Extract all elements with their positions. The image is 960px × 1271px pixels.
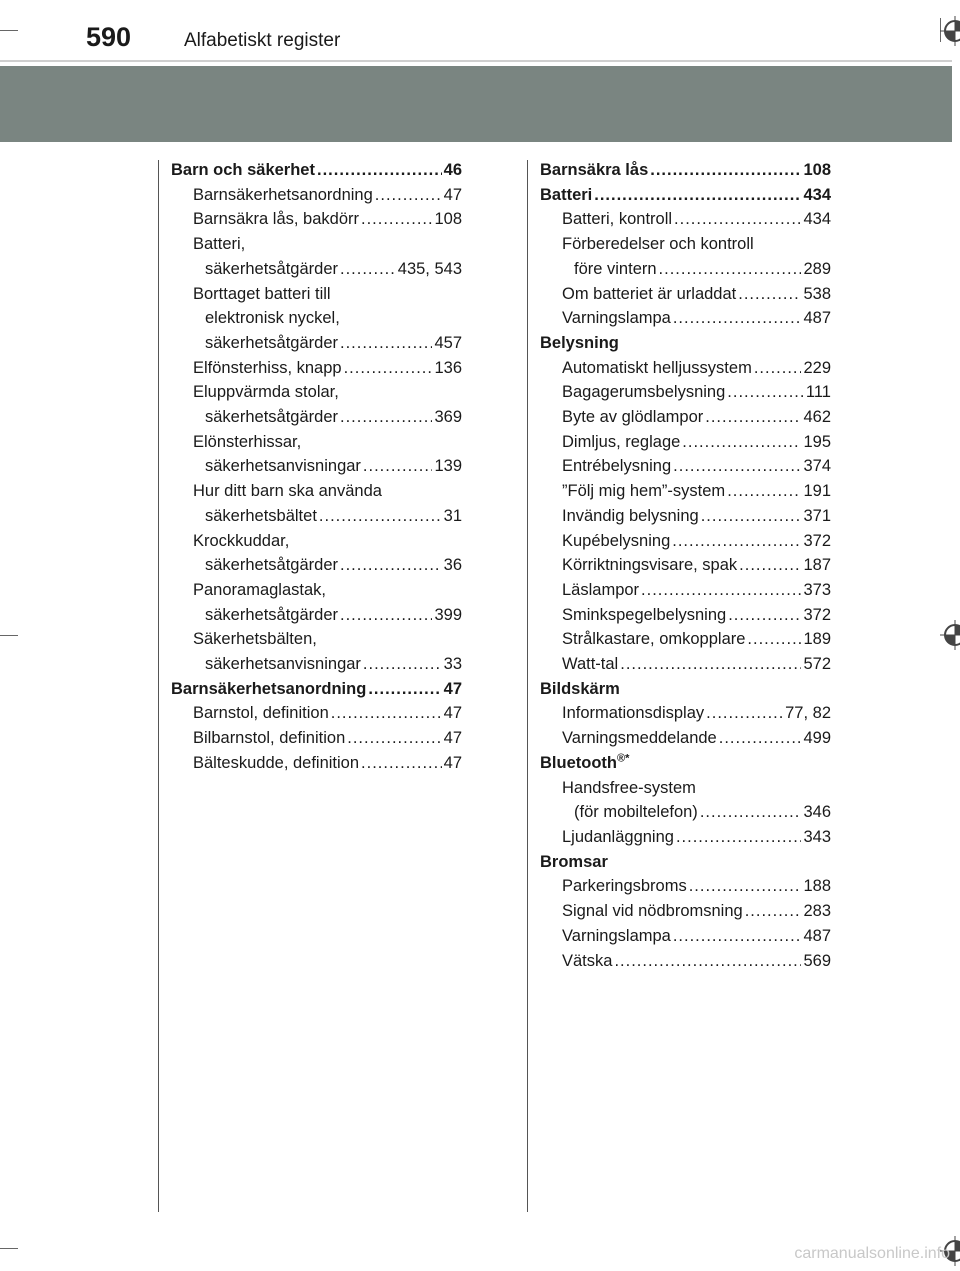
entry-label: Om batteriet är urladdat	[562, 284, 737, 303]
page-reference: 47	[443, 679, 462, 698]
dot-leader	[331, 701, 442, 726]
page-reference: 47	[443, 729, 462, 748]
entry-label: Barn och säkerhet	[171, 161, 315, 179]
page-reference: 487	[803, 309, 831, 328]
index-subentry	[171, 257, 462, 282]
index-subentry	[171, 232, 462, 257]
dot-leader	[375, 183, 442, 208]
page-reference: 457	[434, 333, 462, 352]
dot-leader	[700, 800, 802, 825]
index-subentry	[171, 282, 462, 307]
page-reference: 195	[803, 432, 831, 451]
page-reference: 369	[434, 408, 462, 427]
entry-label: Elönsterhissar,	[193, 432, 302, 451]
dot-leader	[727, 479, 801, 504]
page-reference: 188	[803, 877, 831, 896]
entry-label: Hur ditt barn ska använda	[193, 482, 382, 501]
index-subentry	[540, 578, 831, 603]
entry-label: Kupébelysning	[562, 531, 671, 550]
entry-label: Bluetooth	[540, 753, 617, 772]
dot-leader	[673, 454, 801, 479]
entry-label: Signal vid nödbromsning	[562, 902, 743, 921]
page-reference: 372	[803, 531, 831, 550]
index-subentry	[540, 825, 831, 850]
page-reference: 47	[443, 185, 462, 204]
entry-label: Strålkastare, omkopplare	[562, 630, 746, 649]
entry-label: Panoramaglastak,	[193, 580, 326, 599]
index-subentry	[171, 504, 462, 529]
entry-label: Invändig belysning	[562, 506, 699, 525]
right-column-rule	[527, 160, 528, 1212]
dot-leader	[340, 257, 396, 282]
page-reference: 36	[443, 556, 462, 575]
page-reference: 499	[803, 729, 831, 748]
dot-leader	[344, 356, 433, 381]
dot-leader	[738, 282, 801, 307]
page-reference: 374	[803, 457, 831, 476]
entry-label: Säkerhetsbälten,	[193, 630, 317, 649]
registration-mark-icon	[940, 16, 960, 46]
dot-leader	[727, 380, 804, 405]
index-subentry	[540, 652, 831, 677]
index-subentry	[171, 652, 462, 677]
section-title: Alfabetiskt register	[184, 30, 341, 51]
page-reference: 31	[443, 506, 462, 525]
index-subentry	[540, 257, 831, 282]
index-subentry	[171, 207, 462, 232]
page-reference: 462	[803, 408, 831, 427]
entry-label: säkerhetsbältet	[205, 506, 317, 525]
dot-leader	[701, 504, 802, 529]
dot-leader	[361, 751, 442, 776]
page-reference: 399	[434, 605, 462, 624]
page-reference: 191	[803, 482, 831, 501]
page-reference: 572	[803, 655, 831, 674]
trademark-superscript: ®*	[616, 752, 630, 765]
entry-label: Varningslampa	[562, 309, 671, 328]
entry-label: Krockkuddar,	[193, 531, 290, 550]
page-reference: 373	[803, 580, 831, 599]
index-column-right	[540, 158, 831, 973]
dot-leader	[754, 356, 802, 381]
index-subentry	[171, 380, 462, 405]
dot-leader	[673, 306, 802, 331]
page-header	[0, 0, 960, 66]
index-subentry	[540, 356, 831, 381]
crop-mark	[0, 1248, 18, 1249]
index-subentry	[540, 207, 831, 232]
entry-label: Barnstol, definition	[193, 704, 329, 723]
page-reference: 139	[434, 457, 462, 476]
dot-leader	[614, 949, 801, 974]
page-reference: 47	[443, 753, 462, 772]
index-subentry	[171, 529, 462, 554]
entry-label: elektronisk nyckel,	[205, 309, 340, 328]
index-subentry	[171, 751, 462, 776]
dot-leader	[672, 529, 801, 554]
index-subentry	[171, 479, 462, 504]
dot-leader	[739, 553, 801, 578]
dot-leader	[340, 553, 442, 578]
dot-leader	[363, 454, 433, 479]
index-subentry	[171, 603, 462, 628]
page-reference: 77, 82	[785, 704, 831, 723]
page-reference: 229	[803, 358, 831, 377]
index-subentry	[540, 282, 831, 307]
dot-leader	[682, 430, 801, 455]
entry-label: Batteri, kontroll	[562, 210, 673, 229]
entry-label: Barnsäkerhetsanordning	[193, 185, 373, 204]
index-subentry	[540, 504, 831, 529]
index-subentry	[540, 949, 831, 974]
entry-label: Förberedelser och kontroll	[562, 235, 754, 254]
dot-leader	[340, 603, 432, 628]
dot-leader	[363, 652, 442, 677]
entry-label: Entrébelysning	[562, 457, 672, 476]
index-subentry	[540, 529, 831, 554]
index-subentry	[540, 553, 831, 578]
entry-label: Borttaget batteri till	[193, 284, 331, 303]
index-entry	[171, 158, 462, 183]
page-number: 590	[86, 22, 132, 52]
index-subentry	[171, 183, 462, 208]
dot-leader	[340, 405, 432, 430]
index-entry	[540, 850, 831, 875]
entry-label: Bildskärm	[540, 679, 620, 698]
entry-label: (för mobiltelefon)	[574, 803, 698, 822]
dot-leader	[650, 158, 801, 183]
index-entry	[540, 677, 831, 702]
dot-leader	[317, 158, 442, 183]
index-subentry	[540, 454, 831, 479]
index-subentry	[540, 800, 831, 825]
dot-leader	[706, 701, 783, 726]
entry-label: säkerhetsåtgärder	[205, 556, 338, 575]
entry-label: Elfönsterhiss, knapp	[193, 358, 342, 377]
index-subentry	[540, 899, 831, 924]
page-reference: 538	[803, 284, 831, 303]
entry-label: säkerhetsåtgärder	[205, 408, 338, 427]
dot-leader	[620, 652, 801, 677]
entry-label: Barnsäkra lås	[540, 161, 649, 179]
crop-mark	[0, 635, 18, 636]
index-subentry	[171, 356, 462, 381]
dot-leader	[659, 257, 802, 282]
index-subentry	[171, 430, 462, 455]
index-subentry	[540, 776, 831, 801]
index-entry	[540, 158, 831, 183]
index-subentry	[171, 627, 462, 652]
entry-label: Byte av glödlampor	[562, 408, 704, 427]
index-subentry	[540, 627, 831, 652]
entry-label: Bromsar	[540, 852, 608, 871]
page-reference: 33	[443, 655, 462, 674]
page-reference: 435, 543	[397, 259, 462, 278]
page-reference: 434	[803, 210, 831, 229]
dot-leader	[361, 207, 432, 232]
dot-leader	[641, 578, 801, 603]
dot-leader	[347, 726, 441, 751]
registration-mark-icon	[940, 620, 960, 650]
page-reference: 111	[805, 383, 831, 402]
index-subentry	[540, 405, 831, 430]
index-subentry	[171, 701, 462, 726]
crop-mark	[0, 30, 18, 31]
index-subentry	[540, 701, 831, 726]
index-subentry	[540, 924, 831, 949]
index-subentry	[540, 874, 831, 899]
dot-leader	[319, 504, 442, 529]
entry-label: Dimljus, reglage	[562, 432, 681, 451]
page-reference: 136	[434, 358, 462, 377]
index-entry	[540, 183, 831, 208]
entry-label: Läslampor	[562, 580, 640, 599]
entry-label: säkerhetsåtgärder	[205, 333, 338, 352]
index-subentry	[171, 306, 462, 331]
entry-label: Barnsäkra lås, bakdörr	[193, 210, 359, 229]
dot-leader	[745, 899, 802, 924]
entry-label: Vätska	[562, 951, 613, 970]
page-reference: 189	[803, 630, 831, 649]
index-subentry	[171, 331, 462, 356]
entry-label: Bagagerumsbelysning	[562, 383, 726, 402]
dot-leader	[728, 603, 801, 628]
dot-leader	[719, 726, 802, 751]
entry-label: Batteri,	[193, 235, 246, 254]
index-subentry	[540, 603, 831, 628]
dot-leader	[689, 874, 802, 899]
entry-label: Automatiskt helljussystem	[562, 358, 752, 377]
entry-label: Körriktningsvisare, spak	[562, 556, 738, 575]
dot-leader	[340, 331, 432, 356]
dot-leader	[705, 405, 801, 430]
dot-leader	[674, 207, 801, 232]
page-reference: 108	[803, 161, 831, 179]
left-column-rule	[158, 160, 159, 1212]
dot-leader	[747, 627, 801, 652]
page-reference: 289	[803, 259, 831, 278]
page-reference: 343	[803, 827, 831, 846]
entry-label: Informationsdisplay	[562, 704, 705, 723]
index-subentry	[171, 578, 462, 603]
entry-label: Bälteskudde, definition	[193, 753, 360, 772]
entry-label: Parkeringsbroms	[562, 877, 687, 896]
index-subentry	[540, 726, 831, 751]
header-divider	[0, 60, 952, 62]
index-subentry	[540, 232, 831, 257]
entry-label: säkerhetsåtgärder	[205, 259, 338, 278]
entry-label: Varningsmeddelande	[562, 729, 717, 748]
entry-label: Bilbarnstol, definition	[193, 729, 346, 748]
index-subentry	[171, 454, 462, 479]
dot-leader	[673, 924, 802, 949]
entry-label: ”Följ mig hem”-system	[562, 482, 726, 501]
index-entry	[540, 751, 831, 776]
entry-label: Belysning	[540, 333, 619, 352]
entry-label: Sminkspegelbelysning	[562, 605, 727, 624]
page-reference: 569	[803, 951, 831, 970]
header-banner	[0, 66, 952, 142]
index-subentry	[540, 380, 831, 405]
entry-label: säkerhetsanvisningar	[205, 457, 361, 476]
dot-leader	[594, 183, 801, 208]
entry-label: säkerhetsanvisningar	[205, 655, 361, 674]
index-entry	[171, 677, 462, 702]
dot-leader	[676, 825, 802, 850]
page-reference: 46	[443, 161, 462, 179]
page-reference: 371	[803, 506, 831, 525]
index-entry	[540, 331, 831, 356]
page-reference: 187	[803, 556, 831, 575]
page-reference: 108	[434, 210, 462, 229]
index-subentry	[171, 405, 462, 430]
page-reference: 372	[803, 605, 831, 624]
index-subentry	[171, 553, 462, 578]
index-subentry	[540, 479, 831, 504]
entry-label: säkerhetsåtgärder	[205, 605, 338, 624]
page-reference: 283	[803, 902, 831, 921]
entry-label: Ljudanläggning	[562, 827, 674, 846]
entry-label: Varningslampa	[562, 926, 671, 945]
entry-label: Eluppvärmda stolar,	[193, 383, 339, 402]
entry-label: Barnsäkerhetsanordning	[171, 679, 367, 698]
page-reference: 487	[803, 926, 831, 945]
entry-label: Handsfree-system	[562, 778, 696, 797]
page-reference: 346	[803, 803, 831, 822]
dot-leader	[368, 677, 441, 702]
index-column-left	[171, 158, 462, 776]
entry-label: före vintern	[574, 259, 657, 278]
entry-label: Watt-tal	[562, 655, 619, 674]
entry-label: Batteri	[540, 185, 593, 204]
footer-watermark: carmanualsonline.info	[794, 1245, 950, 1262]
page-reference: 434	[803, 185, 831, 204]
index-subentry	[171, 726, 462, 751]
index-subentry	[540, 306, 831, 331]
index-subentry	[540, 430, 831, 455]
page-reference: 47	[443, 704, 462, 723]
